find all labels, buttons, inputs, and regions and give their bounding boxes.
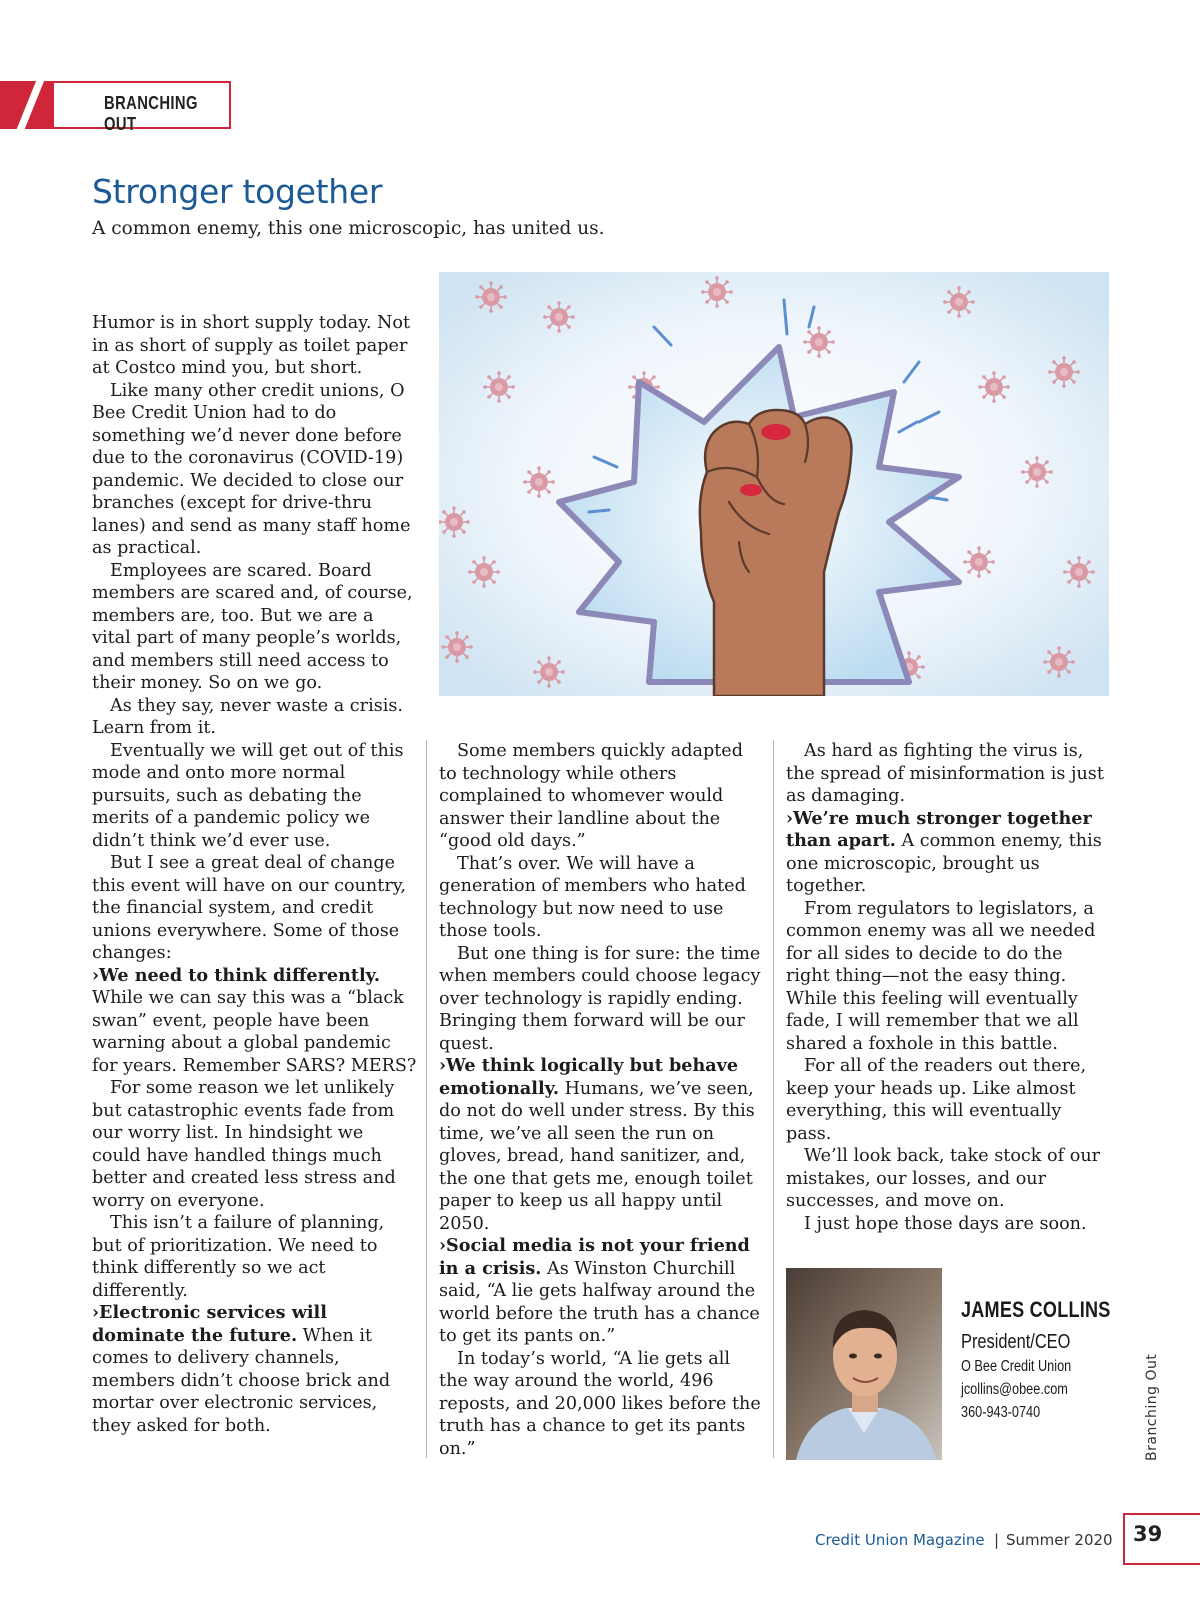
arrow-icon: › — [92, 1302, 100, 1323]
subhead-logically-emotionally: ›We think logically but behave emotionally. Humans, we’ve seen, do not do well under stress. By this time, we’ve all seen the run on gloves, bread, hand sanitizer, and, the one that gets me, enough toilet paper to keep us all happy until 2050. — [439, 1055, 755, 1234]
paragraph: Like many other credit unions, O Bee Credit Union had to do something we’d never done before due to the coronavirus (COVID-19) pandemic. We decided to close our branches (except for drive-thru lanes) and send as many staff home as practical. — [92, 380, 411, 558]
paragraph: I just hope those days are soon. — [804, 1213, 1087, 1234]
page-number: 39 — [1133, 1522, 1163, 1546]
paragraph: Some members quickly adapted to technology while others complained to whomever would answer their landline about the “good old days.” — [439, 741, 743, 851]
paragraph: But one thing is for sure: the time when members could choose legacy over technology is rapidly ending. Bringing them forward will be our quest. — [439, 943, 761, 1054]
paragraph: Employees are scared. Board members are scared and, of course, members are, too. But we are a vital part of many people’s worlds, and members still need access to their money. So on we go. — [92, 560, 413, 693]
author-title: President/CEO — [961, 1331, 1071, 1353]
paragraph: While we can say this was a “black swan” event, people have been warning about a global pandemic for years. Remember SARS? MERS? — [92, 988, 417, 1076]
article-subtitle: A common enemy, this one microscopic, has united us. — [92, 218, 605, 239]
arrow-icon: › — [92, 964, 100, 986]
author-organization: O Bee Credit Union — [961, 1358, 1072, 1375]
section-tag — [0, 81, 231, 134]
article-column-2 — [439, 740, 761, 1460]
paragraph: From regulators to legislators, a common enemy was all we needed for all sides to decide to do the right thing—not the easy thing. While this feeling will eventually fade, I will remember that we all shared a foxhole in this battle. — [786, 898, 1096, 1054]
paragraph: For some reason we let unlikely but catastrophic events fade from our worry list. In hindsight we could have handled things much better and created less stress and worry on everyone. — [92, 1078, 396, 1211]
author-name: JAMES COLLINS — [961, 1297, 1111, 1322]
section-tag-label: BRANCHING OUT — [104, 93, 198, 134]
arrow-icon: › — [439, 1055, 447, 1076]
footer-magazine-name: Credit Union Magazine — [815, 1531, 985, 1549]
paragraph: For all of the readers out there, keep your heads up. Like almost everything, this will eventually pass. — [786, 1056, 1087, 1144]
paragraph: That’s over. We will have a generation of members who hated technology but now need to use those tools. — [439, 853, 746, 941]
paragraph: This isn’t a failure of planning, but of prioritization. We need to think differently so we act differently. — [92, 1213, 385, 1301]
paragraph: But I see a great deal of change this event will have on our country, the financial system, and credit unions everywhere. Some of those changes: — [92, 853, 406, 963]
side-section-label: Branching Out — [1144, 1353, 1160, 1461]
subhead-social-media: ›Social media is not your friend in a crisis. As Winston Churchill said, “A lie gets halfway around the world before the truth has a chance to get its pants on.” — [439, 1235, 760, 1346]
paragraph: As hard as fighting the virus is, the spread of misinformation is just as damaging. — [786, 741, 1104, 806]
author-phone: 360-943-0740 — [961, 1404, 1041, 1421]
article-title: Stronger together — [92, 172, 383, 211]
column-divider — [773, 740, 774, 1458]
author-photo — [786, 1268, 942, 1460]
subhead-electronic-services: ›Electronic services will dominate the future. When it comes to delivery channels, members didn’t choose brick and mortar over electronic services, they asked for both. — [92, 1302, 391, 1436]
footer-issue: Summer 2020 — [1006, 1531, 1113, 1549]
footer-separator: | — [994, 1531, 1000, 1549]
paragraph: We’ll look back, take stock of our mistakes, our losses, and our successes, and move on. — [786, 1146, 1101, 1211]
subhead-think-differently: ›We need to think differently. — [92, 964, 381, 986]
subhead-stronger-together: ›We’re much stronger together than apart. A common enemy, this one microscopic, brought us together. — [786, 807, 1102, 896]
paragraph: Eventually we will get out of this mode and onto more normal pursuits, such as debating the merits of a pandemic policy we didn’t think we’d ever use. — [92, 740, 404, 851]
raised-fist-illustration — [439, 272, 1109, 696]
article-column-3 — [786, 740, 1108, 1235]
paragraph: In today’s world, “A lie gets all the way around the world, 496 reposts, and 20,000 likes before the truth has a chance to get its pants on.” — [439, 1348, 761, 1459]
section-tag-accent — [0, 81, 54, 129]
paragraph: Humor is in short supply today. Not in as short of supply as toilet paper at Costco mind you, but short. — [92, 313, 411, 378]
arrow-icon: › — [786, 807, 794, 829]
column-divider — [426, 740, 427, 1458]
article-column-1 — [92, 312, 417, 1437]
paragraph: As they say, never waste a crisis. Learn from it. — [92, 695, 403, 738]
arrow-icon: › — [439, 1235, 447, 1256]
author-email: jcollins@obee.com — [961, 1381, 1068, 1398]
